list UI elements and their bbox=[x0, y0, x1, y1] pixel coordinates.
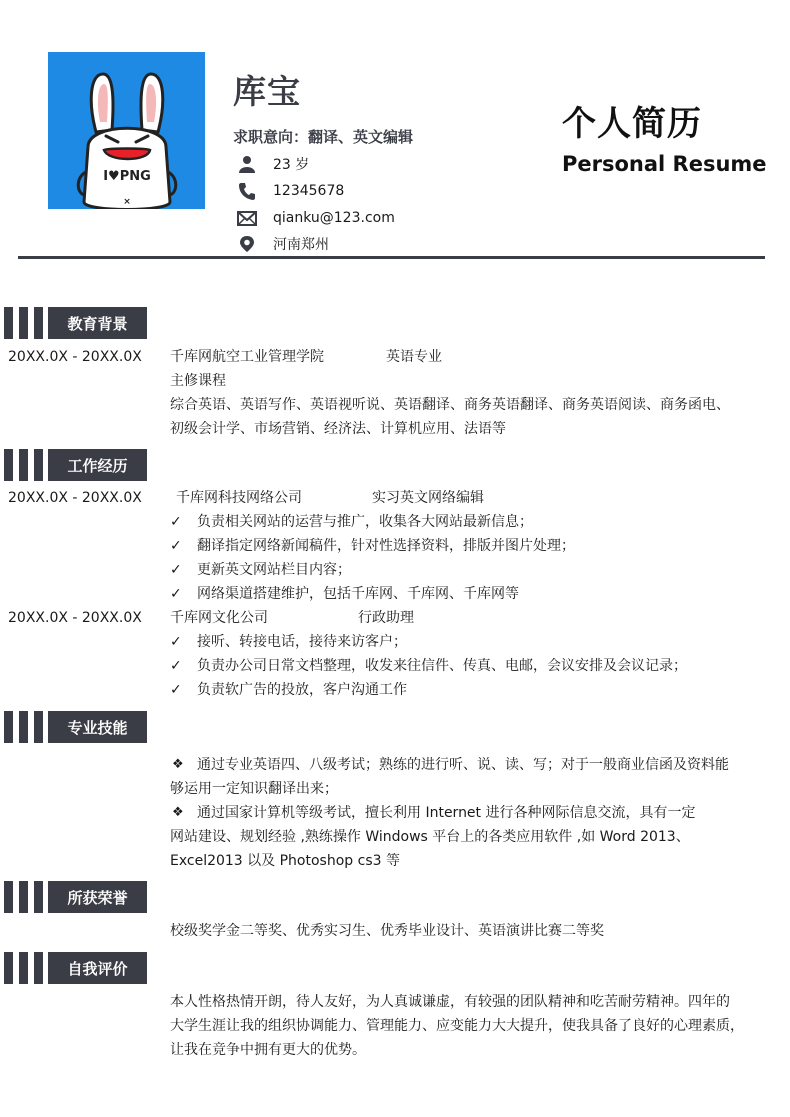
location-text: 河南郑州 bbox=[273, 237, 329, 253]
work-item: 负责办公司日常文档整理，收发来往信件、传真、电邮，会议安排及会议记录； bbox=[197, 658, 687, 674]
phone-text: 12345678 bbox=[273, 183, 345, 199]
work-role: 行政助理 bbox=[358, 610, 414, 626]
check-icon: ✓ bbox=[170, 538, 182, 554]
diamond-bullet-icon: ❖ bbox=[172, 805, 184, 820]
work-date: 20XX.0X - 20XX.0X bbox=[8, 610, 142, 626]
avatar bbox=[48, 52, 205, 209]
honors-text: 校级奖学金二等奖、优秀实习生、优秀毕业设计、英语演讲比赛二等奖 bbox=[170, 923, 604, 939]
edu-date: 20XX.0X - 20XX.0X bbox=[8, 349, 142, 365]
skill-text: 通过专业英语四、八级考试；熟练的进行听、说、读、写；对于一般商业信函及资料能 bbox=[197, 757, 729, 773]
work-item: 网络渠道搭建维护，包括千库网、千库网、千库网等 bbox=[197, 586, 519, 602]
resume-title-en: Personal Resume bbox=[562, 152, 767, 176]
check-icon: ✓ bbox=[170, 634, 182, 650]
contact-age bbox=[236, 154, 310, 174]
edu-courses-title: 主修课程 bbox=[170, 373, 226, 389]
work-role: 实习英文网络编辑 bbox=[372, 490, 484, 506]
header-divider bbox=[18, 256, 765, 259]
email-text: qianku@123.com bbox=[273, 210, 395, 226]
skill-text: 够运用一定知识翻译出来； bbox=[170, 781, 338, 797]
work-item: 更新英文网站栏目内容； bbox=[197, 562, 351, 578]
work-item: 接听、转接电话，接待来访客户； bbox=[197, 634, 407, 650]
work-item: 负责软广告的投放，客户沟通工作 bbox=[197, 682, 407, 698]
work-company: 千库网文化公司 bbox=[170, 610, 268, 626]
mail-icon bbox=[236, 208, 258, 228]
contact-phone bbox=[236, 181, 345, 201]
section-label: 专业技能 bbox=[48, 711, 147, 743]
edu-courses-line: 综合英语、英语写作、英语视听说、英语翻译、商务英语翻译、商务英语阅读、商务函电、 bbox=[170, 397, 730, 413]
location-pin-icon bbox=[236, 234, 258, 254]
person-icon bbox=[236, 154, 258, 174]
check-icon: ✓ bbox=[170, 562, 182, 578]
work-item: 负责相关网站的运营与推广，收集各大网站最新信息； bbox=[197, 514, 533, 530]
person-name: 库宝 bbox=[233, 72, 301, 111]
section-label: 教育背景 bbox=[48, 307, 147, 339]
resume-title-cn: 个人简历 bbox=[562, 104, 702, 144]
self-eval-text: 本人性格热情开朗，待人友好，为人真诚谦虚，有较强的团队精神和吃苦耐劳精神。四年的 bbox=[170, 994, 730, 1010]
rabbit-avatar-illustration bbox=[48, 52, 205, 209]
age-text: 23 岁 bbox=[273, 157, 310, 173]
self-eval-text: 让我在竞争中拥有更大的优势。 bbox=[170, 1042, 366, 1058]
check-icon: ✓ bbox=[170, 658, 182, 674]
avatar-text: I♥PNG bbox=[103, 169, 151, 184]
diamond-bullet-icon: ❖ bbox=[172, 757, 184, 772]
skill-text: 通过国家计算机等级考试，擅长利用 Internet 进行各种网际信息交流，具有一定 bbox=[197, 805, 696, 821]
edu-school: 千库网航空工业管理学院 bbox=[170, 349, 324, 365]
svg-text:×: × bbox=[123, 197, 131, 207]
contact-email bbox=[236, 208, 395, 228]
section-label: 工作经历 bbox=[48, 449, 147, 481]
section-label: 所获荣誉 bbox=[48, 881, 147, 913]
check-icon: ✓ bbox=[170, 514, 182, 530]
work-company: 千库网科技网络公司 bbox=[176, 490, 302, 506]
section-label: 自我评价 bbox=[48, 952, 147, 984]
job-intent: 求职意向：翻译、英文编辑 bbox=[233, 128, 414, 146]
check-icon: ✓ bbox=[170, 682, 182, 698]
edu-courses-line: 初级会计学、市场营销、经济法、计算机应用、法语等 bbox=[170, 421, 506, 437]
phone-icon bbox=[236, 181, 258, 201]
work-item: 翻译指定网络新闻稿件，针对性选择资料，排版并图片处理； bbox=[197, 538, 575, 554]
check-icon: ✓ bbox=[170, 586, 182, 602]
contact-location bbox=[236, 234, 329, 254]
edu-major: 英语专业 bbox=[386, 349, 442, 365]
skill-text: Excel2013 以及 Photoshop cs3 等 bbox=[170, 853, 400, 869]
work-date: 20XX.0X - 20XX.0X bbox=[8, 490, 142, 506]
self-eval-text: 大学生涯让我的组织协调能力、管理能力、应变能力大大提升，使我具备了良好的心理素质， bbox=[170, 1018, 744, 1034]
skill-text: 网站建设、规划经验 ,熟练操作 Windows 平台上的各类应用软件 ,如 Word 2013、 bbox=[170, 829, 690, 845]
